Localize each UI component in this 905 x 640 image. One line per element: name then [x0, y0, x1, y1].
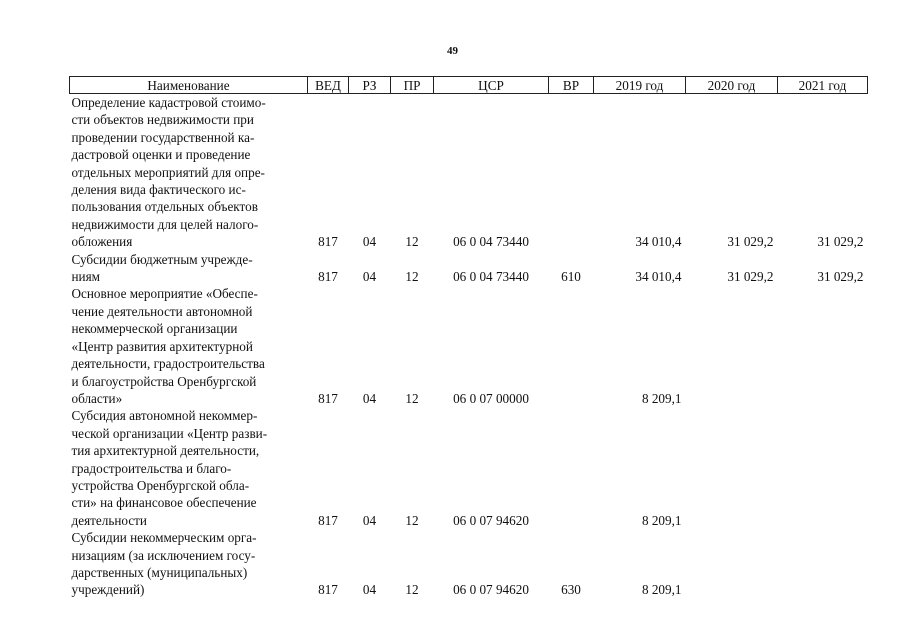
row-name-line: сти объектов недвижимости при [71, 112, 254, 128]
row-name-line: недвижимости для целей налого- [71, 216, 259, 232]
row-name [70, 529, 308, 599]
row-name-line: деления вида фактического ис- [71, 182, 246, 198]
row-name [70, 251, 308, 286]
cell-2021: 31 029,2 [817, 234, 864, 250]
cell-vr: 630 [561, 582, 581, 598]
row-name-line: учреждений) [71, 582, 145, 598]
cell-pr: 12 [405, 390, 419, 406]
row-name-line: области» [71, 390, 123, 406]
row-name-line: Субсидии некоммерческим орга- [71, 530, 257, 546]
table-row [70, 407, 868, 529]
cell-2020 [686, 285, 778, 407]
header-2019: 2019 год [594, 77, 686, 94]
table-body [70, 94, 868, 599]
cell-rz: 04 [362, 269, 377, 285]
budget-table [69, 76, 868, 599]
header-rz: РЗ [349, 77, 391, 94]
cell-2019: 8 209,1 [641, 390, 682, 406]
row-name-line: деятельности, градостроительства [71, 356, 265, 372]
table-header-row [70, 77, 868, 94]
cell-rz: 04 [362, 390, 377, 406]
cell-ved: 817 [318, 234, 338, 250]
cell-rz: 04 [362, 234, 377, 250]
row-name-line: тия архитектурной деятельности, [71, 443, 260, 459]
row-name-line: дастровой оценки и проведение [71, 147, 251, 163]
row-name-line: некоммерческой организации [71, 321, 238, 337]
header-name: Наименование [70, 77, 308, 94]
table-row [70, 251, 868, 286]
cell-csr: 06 0 04 73440 [453, 234, 529, 250]
row-name-line: отдельных мероприятий для опре- [71, 164, 265, 180]
header-pr: ПР [391, 77, 434, 94]
row-name-line: чение деятельности автономной [71, 303, 253, 319]
row-name [70, 285, 308, 407]
cell-2020 [686, 407, 778, 529]
cell-2021 [778, 285, 868, 407]
row-name-line: ниям [71, 269, 101, 285]
cell-rz: 04 [362, 512, 377, 528]
cell-vr [549, 94, 594, 251]
cell-ved: 817 [318, 512, 338, 528]
header-csr: ЦСР [434, 77, 549, 94]
table-row [70, 285, 868, 407]
row-name-line: Субсидия автономной некоммер- [71, 408, 258, 424]
row-name-line: Субсидии бюджетным учрежде- [71, 251, 253, 267]
row-name [70, 407, 308, 529]
cell-2021: 31 029,2 [817, 269, 864, 285]
header-2021: 2021 год [778, 77, 868, 94]
cell-vr [549, 285, 594, 407]
page-number: 49 [447, 45, 458, 57]
cell-2020 [686, 529, 778, 599]
header-2020: 2020 год [686, 77, 778, 94]
cell-2021 [778, 407, 868, 529]
cell-vr: 610 [561, 269, 581, 285]
cell-rz: 04 [362, 582, 377, 598]
table-row [70, 94, 868, 251]
header-ved: ВЕД [308, 77, 349, 94]
cell-ved: 817 [318, 582, 338, 598]
cell-2021 [778, 529, 868, 599]
header-vr: ВР [549, 77, 594, 94]
row-name-line: деятельности [71, 512, 147, 528]
row-name-line: Основное мероприятие «Обеспе- [71, 286, 258, 302]
row-name-line: обложения [71, 234, 133, 250]
cell-pr: 12 [405, 234, 419, 250]
cell-ved: 817 [318, 269, 338, 285]
cell-vr [549, 407, 594, 529]
cell-2019: 8 209,1 [641, 512, 682, 528]
cell-pr: 12 [405, 582, 419, 598]
cell-csr: 06 0 04 73440 [453, 269, 529, 285]
cell-pr: 12 [405, 512, 419, 528]
cell-csr: 06 0 07 94620 [453, 582, 529, 598]
cell-2019: 8 209,1 [641, 582, 682, 598]
cell-2019: 34 010,4 [635, 234, 682, 250]
row-name-line: Определение кадастровой стоимо- [71, 95, 266, 110]
row-name-line: сти» на финансовое обеспечение [71, 495, 257, 511]
row-name-line: проведении государственной ка- [71, 129, 255, 145]
row-name-line: пользования отдельных объектов [71, 199, 258, 215]
row-name-line: «Центр развития архитектурной [71, 338, 253, 354]
row-name-line: градостроительства и благо- [71, 460, 232, 476]
table-row [70, 529, 868, 599]
cell-2020: 31 029,2 [727, 269, 774, 285]
row-name-line: и благоустройства Оренбургской [71, 373, 257, 389]
row-name [70, 94, 308, 251]
cell-pr: 12 [405, 269, 419, 285]
cell-2019: 34 010,4 [635, 269, 682, 285]
row-name-line: низациям (за исключением госу- [71, 547, 256, 563]
cell-2020: 31 029,2 [727, 234, 774, 250]
cell-ved: 817 [318, 390, 338, 406]
row-name-line: дарственных (муниципальных) [71, 564, 248, 580]
cell-csr: 06 0 07 00000 [453, 390, 529, 406]
row-name-line: устройства Оренбургской обла- [71, 477, 250, 493]
cell-csr: 06 0 07 94620 [453, 512, 529, 528]
row-name-line: ческой организации «Центр разви- [71, 425, 268, 441]
